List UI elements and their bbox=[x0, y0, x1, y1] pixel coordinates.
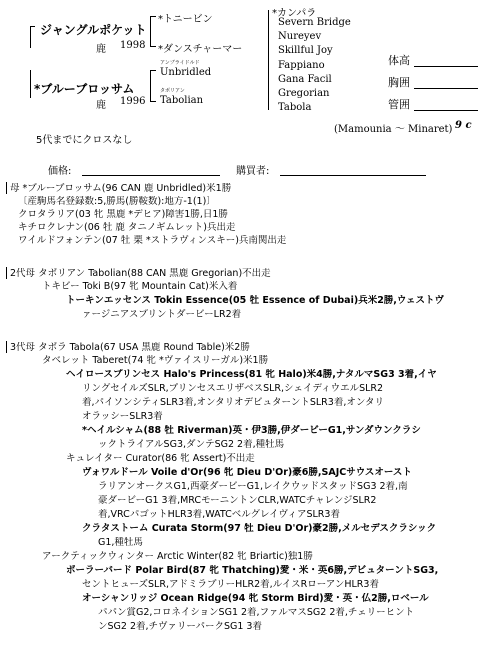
g3-0: *カンパラ bbox=[272, 8, 317, 19]
produce-line: ポーラーバード Polar Bird(87 牝 Thatching)愛・米・英6勝,デビュターントSG3, bbox=[66, 565, 439, 576]
dam-name: *ブルーブロッサム bbox=[34, 82, 135, 96]
g3-7: Tabola bbox=[278, 102, 312, 113]
produce-line: ラリアンオークスG1,西豪ダービーG1,レイクウッドスタッドSG3 2着,南 bbox=[98, 481, 408, 492]
produce-line: オラッシーSLR3着 bbox=[82, 411, 163, 422]
produce-line: キュレイター Curator(86 牝 Assert)不出走 bbox=[66, 453, 255, 464]
section-bar-dam bbox=[6, 182, 7, 194]
g3-1: Severn Bridge bbox=[278, 17, 351, 28]
produce-line: ァージニアスプリントダービーLR2着 bbox=[82, 309, 242, 320]
field-cannon: 管囲 bbox=[388, 98, 410, 111]
produce-line: パパン賞G2,コロネイションSG1 2着,ファルマスSG2 2着,チェリーヒント bbox=[98, 607, 415, 618]
produce-line: クロタラリア(03 牝 黒鹿 *デヒア)障害1勝,日1勝 bbox=[18, 209, 228, 220]
produce-line: クラタストーム Curata Storm(97 牡 Dieu D'Or)豪2勝,メルセデスクラシック bbox=[82, 523, 437, 534]
dam-dam-ruby: タボリアン bbox=[160, 88, 185, 94]
produce-line: ヴォワルドール Voile d'Or(96 牝 Dieu D'Or)豪6勝,SAJCサウスオースト bbox=[82, 467, 412, 478]
produce-line: *ヘイルシャム(88 牡 Riverman)英・伊3勝,伊ダービーG1,サンダウンクラシ bbox=[82, 425, 421, 436]
field-height: 体高 bbox=[388, 54, 410, 67]
dam-sire: Unbridled bbox=[160, 67, 212, 78]
price-label: 価格: bbox=[48, 166, 72, 177]
field-chest: 胸囲 bbox=[388, 76, 410, 89]
family-number: 9 c bbox=[455, 120, 472, 131]
produce-line: セントヒューズSLR,アドミラブリーHLR2着,ルイスRローアンHLR3着 bbox=[82, 579, 379, 590]
produce-line: 豪ダービーG1 3着,MRCモーニントンCLR,WATCチャレンジSLR2 bbox=[98, 495, 377, 506]
sire-dam: *ダンスチャーマー bbox=[158, 44, 243, 55]
g3-3: Skillful Joy bbox=[278, 45, 333, 56]
produce-line: 着,VRCパゴットHLR3着,WATCベルグレイヴィアSLR3着 bbox=[98, 509, 340, 520]
produce-line: ンSG2 2着,チヴァリーパークSG1 3着 bbox=[98, 621, 262, 632]
dam-dam: Tabolian bbox=[160, 95, 204, 106]
produce-line: 母 *ブルーブロッサム(96 CAN 鹿 Unbridled)米1勝 bbox=[10, 183, 232, 194]
produce-line: G1,種牡馬 bbox=[98, 537, 143, 548]
produce-line: 2代母 タボリアン Tabolian(88 CAN 黒鹿 Gregorian)不出走 bbox=[10, 268, 271, 279]
g3-6: Gregorian bbox=[278, 88, 330, 99]
g3-2: Nureyev bbox=[278, 31, 322, 42]
produce-line: アークティックウィンター Arctic Winter(82 牝 Briartic)独1勝 bbox=[42, 551, 313, 562]
g3-4: Fappiano bbox=[278, 60, 325, 71]
dam-sire-ruby: アンブライドルド bbox=[160, 60, 200, 66]
produce-line: トキビー Toki B(97 牝 Mountain Cat)米入着 bbox=[42, 281, 238, 292]
produce-line: オーシャンリッジ Ocean Ridge(94 牝 Storm Bird)愛・英・仏2勝,ロベール bbox=[82, 593, 429, 604]
bracket-sire bbox=[30, 26, 31, 48]
dam-year: 1996 bbox=[120, 96, 146, 107]
cross-note: 5代までにクロスなし bbox=[36, 135, 133, 146]
produce-line: トーキンエッセンス Tokin Essence(05 牡 Essence of Dubai)兵米2勝,ウェストヴ bbox=[66, 295, 445, 306]
sire-color: 鹿 bbox=[96, 44, 106, 55]
sire-sire: *トニービン bbox=[158, 14, 213, 25]
produce-line: 着,パイソンシティSLR3着,オンタリオデビュターントSLR3着,オンタリ bbox=[82, 397, 384, 408]
sire-name: ジャングルポケット bbox=[40, 23, 147, 37]
section-bar-3rd bbox=[6, 341, 7, 353]
produce-line: 〔産駒馬名登録数:5,勝馬(勝鞍数):地方-1(1)〕 bbox=[18, 196, 216, 207]
section-bar-2nd bbox=[6, 267, 7, 279]
inbreed-note: (Mamounia 〜 Minaret) bbox=[334, 124, 453, 135]
buyer-label: 購買者: bbox=[236, 166, 270, 177]
sire-year: 1998 bbox=[120, 40, 146, 51]
produce-line: キチロクレナン(06 牡 鹿 タニノギムレット)兵出走 bbox=[18, 222, 236, 233]
dam-color: 鹿 bbox=[96, 100, 106, 111]
produce-line: リングセイルズSLR,プリンセスエリザベスSLR,シェイディウエルSLR2 bbox=[82, 383, 384, 394]
produce-line: ックトライアルSG3,ダンテSG2 2着,種牡馬 bbox=[98, 439, 285, 450]
produce-line: ヘイロースプリンセス Halo's Princess(81 牝 Halo)米4勝,ナタルマSG3 3着,イヤ bbox=[66, 369, 437, 380]
produce-line: タベレット Taberet(74 牝 *ヴァイスリーガル)米1勝 bbox=[42, 355, 269, 366]
produce-line: 3代母 タボラ Tabola(67 USA 黒鹿 Round Table)米2勝 bbox=[10, 342, 250, 353]
g3-5: Gana Facil bbox=[278, 74, 332, 85]
produce-line: ワイルドフォンテン(07 牡 栗 *ストラヴィンスキー)兵南関出走 bbox=[18, 235, 287, 246]
